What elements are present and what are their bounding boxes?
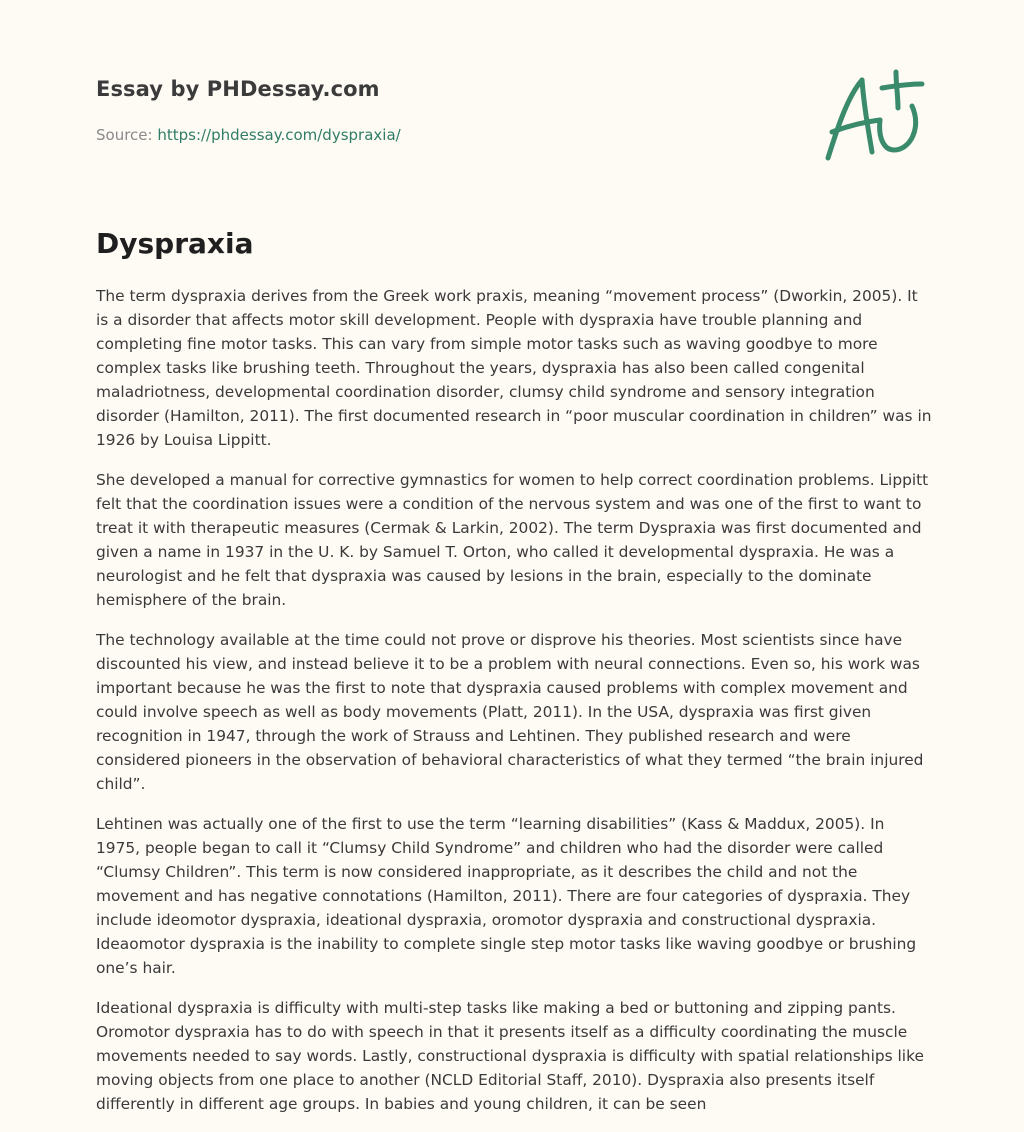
site-title: Essay by PHDessay.com <box>96 77 380 101</box>
source-label: Source: <box>96 126 158 144</box>
essay-paragraph: Lehtinen was actually one of the first to use the term “learning disabilities” (Kass & Maddux, 2005). In 1975, people began to call it “Clumsy Child Syndrome” and children who had the disorder were called “Clumsy Children”. This term is now considered inappropriate, as it describes the child and not the movement and has negative connotations (Hamilton, 2011). There are four categories of dyspraxia. They include ideomotor dyspraxia, ideational dyspraxia, oromotor dyspraxia and constructional dyspraxia. Ideaomotor dyspraxia is the inability to complete single step motor tasks like waving goodbye or brushing one’s hair. <box>96 815 917 977</box>
essay-paragraph: Ideational dyspraxia is difficulty with multi-step tasks like making a bed or buttoning and zipping pants. Oromotor dyspraxia has to do with speech in that it presents itself as a difficulty coordinating the muscle movements needed to say words. Lastly, constructional dyspraxia is difficulty with spatial relationships like moving objects from one place to another (NCLD Editorial Staff, 2010). Dyspraxia also presents itself differently in different age groups. In babies and young children, it can be seen <box>96 999 924 1113</box>
essay-body <box>96 284 932 1132</box>
essay-paragraph: She developed a manual for corrective gymnastics for women to help correct coordination problems. Lippitt felt that the coordination issues were a condition of the nervous system and was one of the first to want to treat it with therapeutic measures (Cermak & Larkin, 2002). The term Dyspraxia was first documented and given a name in 1937 in the U. K. by Samuel T. Orton, who called it developmental dyspraxia. He was a neurologist and he felt that dyspraxia was caused by lesions in the brain, especially to the dominate hemisphere of the brain. <box>96 471 929 609</box>
header <box>96 74 796 146</box>
source-link[interactable]: https://phdessay.com/dyspraxia/ <box>157 126 401 144</box>
a-plus-logo-icon <box>818 66 930 166</box>
essay-paragraph: The term dyspraxia derives from the Greek work praxis, meaning “movement process” (Dworkin, 2005). It is a disorder that affects motor skill development. People with dyspraxia have trouble planning and completing fine motor tasks. This can vary from simple motor tasks such as waving goodbye to more complex tasks like brushing teeth. Throughout the years, dyspraxia has also been called congenital maladriotness, developmental coordination disorder, clumsy child syndrome and sensory integration disorder (Hamilton, 2011). The first documented research in “poor muscular coordination in children” was in 1926 by Louisa Lippitt. <box>96 287 932 449</box>
essay-paragraph: The technology available at the time could not prove or disprove his theories. Most scientists since have discounted his view, and instead believe it to be a problem with neural connections. Even so, his work was important because he was the first to note that dyspraxia caused problems with complex movement and could involve speech as well as body movements (Platt, 2011). In the USA, dyspraxia was first given recognition in 1947, through the work of Strauss and Lehtinen. They published research and were considered pioneers in the observation of behavioral characteristics of what they termed “the brain injured child”. <box>96 631 924 793</box>
essay-title: Dyspraxia <box>96 227 254 260</box>
source-line <box>96 124 796 146</box>
